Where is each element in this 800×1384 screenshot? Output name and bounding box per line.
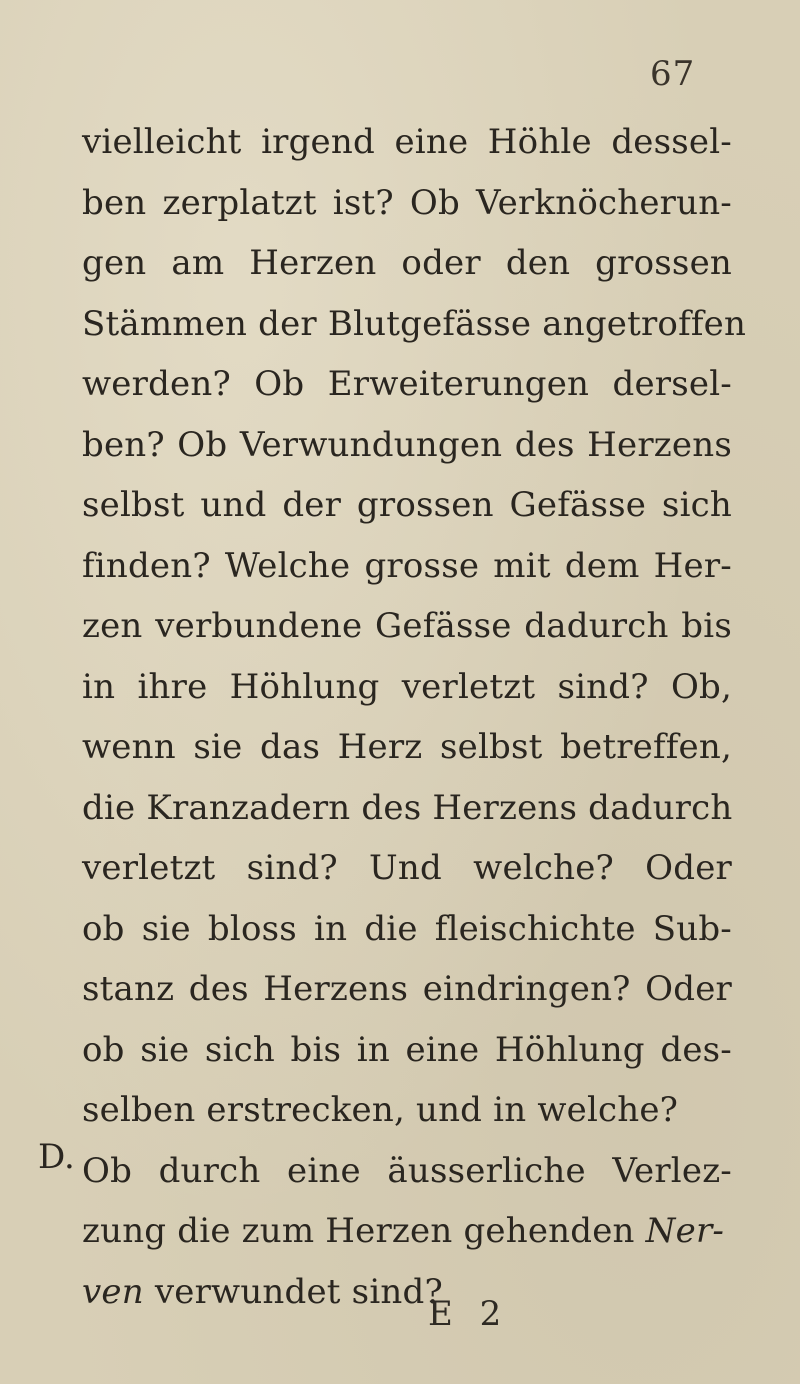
text-line-17: selben erstrecken, und in welche?: [82, 1090, 679, 1130]
text-line-10: in ihre Höhlung verletzt sind? Ob,: [82, 666, 732, 707]
italic-word-start: Ner-: [645, 1211, 725, 1251]
text-line-2: ben zerplatzt ist? Ob Verknöcherun-: [82, 182, 732, 223]
text-line-19: [82, 1201, 732, 1262]
text-line-1: vielleicht irgend eine Höhle dessel-: [82, 122, 732, 162]
text-line-15: stanz des Herzens eindringen? Oder: [82, 969, 732, 1009]
page-number: 67: [650, 54, 696, 94]
italic-word-end: ven: [82, 1271, 144, 1312]
text-line-6: ben? Ob Verwundungen des Herzens: [82, 424, 732, 465]
section-marker: D.: [38, 1137, 75, 1177]
text-line-4: Stämmen der Blutgefässe angetroffen: [82, 303, 747, 344]
text-line-20: [82, 1262, 732, 1323]
text-line-5: werden? Ob Erweiterungen dersel-: [82, 364, 732, 404]
body-text: [82, 112, 747, 1322]
signature-mark: E 2: [428, 1294, 510, 1334]
text-line-16: ob sie sich bis in eine Höhlung des-: [82, 1029, 732, 1070]
text-line-3: gen am Herzen oder den grossen: [82, 243, 732, 283]
text-line-7: selbst und der grossen Gefässe sich: [82, 485, 732, 525]
text-line-12: die Kranzadern des Herzens dadurch: [82, 787, 733, 828]
text-line-20-rest: verwundet sind?: [154, 1271, 443, 1312]
text-line-9: zen verbundene Gefässe dadurch bis: [82, 606, 732, 646]
text-line-18: Ob durch eine äusserliche Verlez-: [82, 1150, 732, 1191]
text-line-19-main: zung die zum Herzen gehenden: [82, 1211, 635, 1251]
text-line-8: finden? Welche grosse mit dem Her-: [82, 545, 732, 586]
text-line-13: verletzt sind? Und welche? Oder: [82, 848, 732, 888]
text-line-11: wenn sie das Herz selbst betreffen,: [82, 727, 732, 767]
text-line-14: ob sie bloss in die fleischichte Sub-: [82, 908, 732, 949]
